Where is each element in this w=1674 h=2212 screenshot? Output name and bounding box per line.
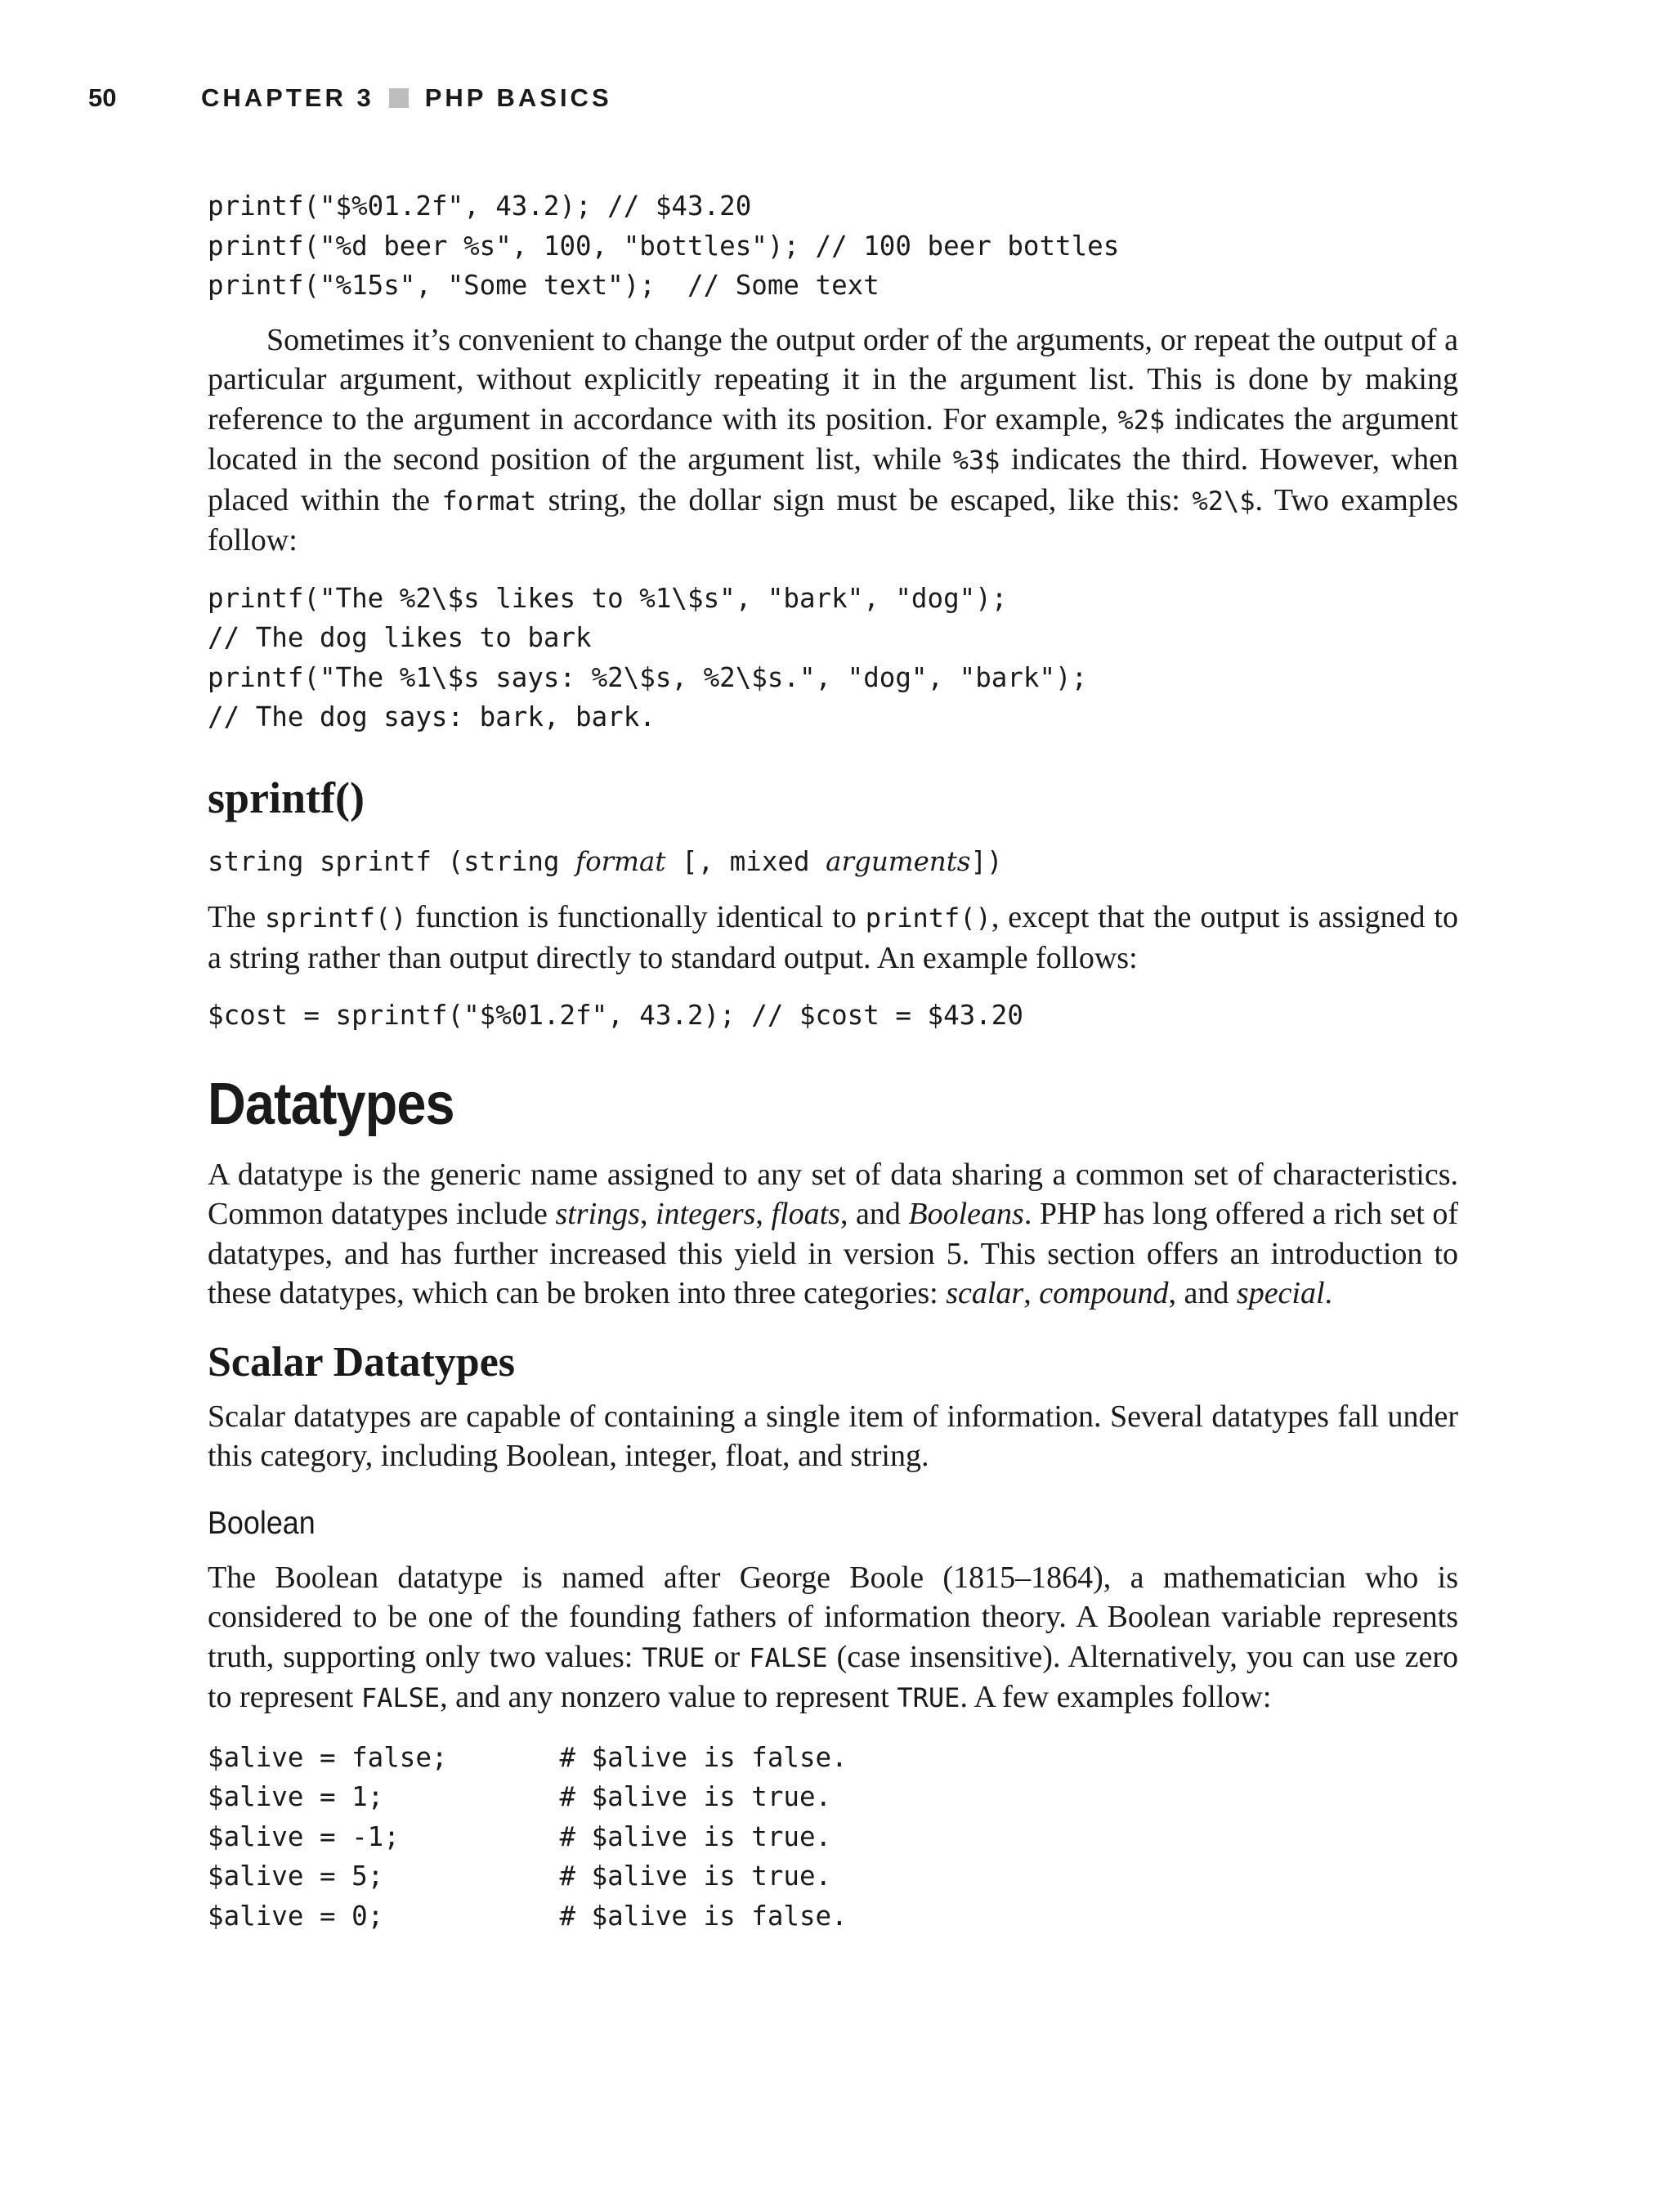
heading-scalar-datatypes: Scalar Datatypes: [208, 1338, 516, 1386]
paragraph-sprintf-description: The sprintf() function is functionally identical to printf(), except that the output is assigned to a string rather than output directly to standard output. An example follows:: [208, 900, 1458, 975]
running-head: [88, 83, 612, 113]
code-block-positional-arguments: printf("The %2\$s likes to %1\$s", "bark", "dog"); // The dog likes to bark printf("The %1\$s says: %2\$s, %2\$s.", "dog", "bark"); // The dog says: bark, bark.: [208, 582, 1088, 732]
page-number: 50: [88, 83, 117, 112]
separator-square-icon: [389, 88, 409, 108]
chapter-label: CHAPTER 3: [201, 83, 374, 112]
paragraph-boolean: The Boolean datatype is named after George Boole (1815–1864), a mathematician who is considered to be one of the founding fathers of information theory. A Boolean variable represents truth, supporting only two values: TRUE or FALSE (case insensitive). Alternatively, you can use zero to represent FALSE, and any nonzero value to represent TRUE. A few examples follow:: [208, 1560, 1458, 1714]
code-block-boolean-examples: $alive = false; # $alive is false. $alive = 1; # $alive is true. $alive = -1; # $alive is true. $alive = 5; # $alive is true. $alive = 0; # $alive is false.: [208, 1741, 848, 1932]
code-block-printf-examples: printf("$%01.2f", 43.2); // $43.20 printf("%d beer %s", 100, "bottles"); // 100 beer bottles printf("%15s", "Some text"); // Some text: [208, 190, 1120, 301]
chapter-title: PHP BASICS: [424, 83, 612, 112]
heading-boolean: Boolean: [208, 1505, 316, 1541]
heading-sprintf: sprintf(): [208, 772, 365, 822]
code-sprintf-example: $cost = sprintf("$%01.2f", 43.2); // $cost = $43.20: [208, 1000, 1023, 1031]
paragraph-scalar-datatypes: Scalar datatypes are capable of containing a single item of information. Several datatypes fall under this category, including Boolean, integer, float, and string.: [208, 1399, 1458, 1473]
page-content: [208, 186, 1458, 1936]
paragraph-argument-order: Sometimes it’s convenient to change the output order of the arguments, or repeat the output of a particular argument, without explicitly repeating it in the argument list. This is done by making reference to the argument in accordance with its position. For example, %2$ indicates the argument located in the second position of the argument list, while %3$ indicates the third. However, when placed within the format string, the dollar sign must be escaped, like this: %2\$. Two examples follow:: [208, 322, 1458, 557]
code-sprintf-signature: string sprintf (string format [, mixed arguments]): [208, 845, 1003, 877]
paragraph-datatypes-intro: A datatype is the generic name assigned to any set of data sharing a common set of characteristics. Common datatypes include strings, integers, floats, and Booleans. PHP has long offered a rich set of datatypes, and has further increased this yield in version 5. This section offers an introduction to these datatypes, which can be broken into three categories: scalar, compound, and special.: [208, 1157, 1459, 1310]
heading-datatypes: Datatypes: [208, 1071, 454, 1137]
